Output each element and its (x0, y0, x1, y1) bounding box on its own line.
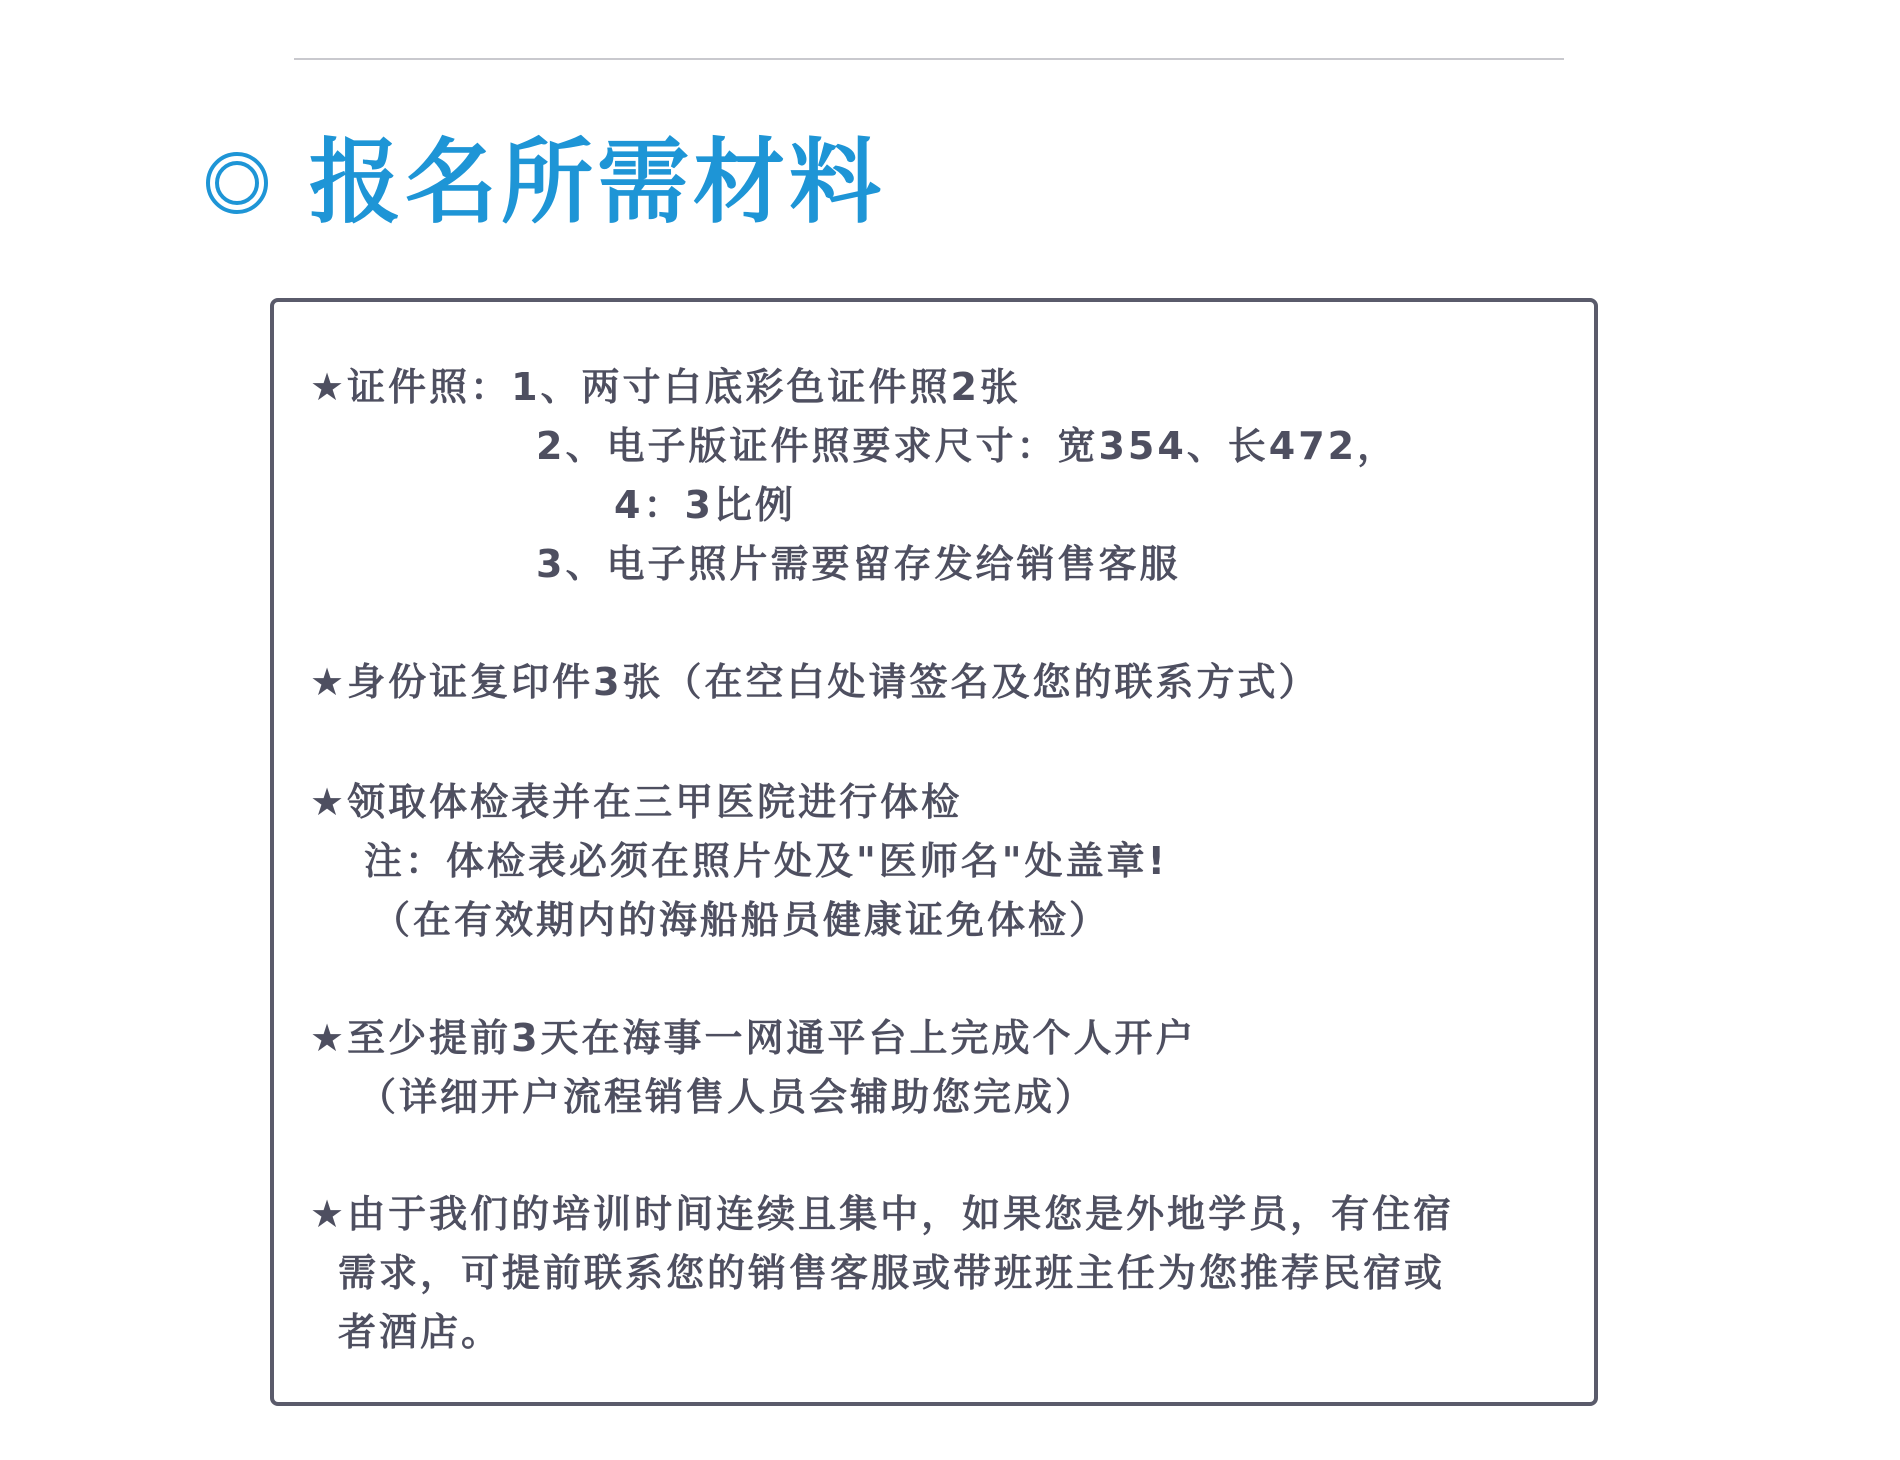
accommodation-note-line-3: 者酒店。 (338, 1310, 503, 1354)
section-heading (205, 128, 885, 238)
medical-exam-exemption: （在有效期内的海船船员健康证免体检） (372, 898, 1111, 942)
accommodation-note-line-1: ★由于我们的培训时间连续且集中，如果您是外地学员，有住宿 (310, 1192, 1455, 1236)
double-circle-icon (205, 151, 269, 215)
medical-exam-note: 注：体检表必须在照片处及"医师名"处盖章! (364, 839, 1168, 883)
materials-panel (270, 298, 1598, 1406)
account-assistance-note: （详细开户流程销售人员会辅助您完成） (358, 1075, 1097, 1119)
accommodation-note-line-2: 需求，可提前联系您的销售客服或带班班主任为您推荐民宿或 (338, 1251, 1446, 1295)
account-requirement: ★至少提前3天在海事一网通平台上完成个人开户 (310, 1016, 1197, 1060)
photo-requirement-2: 2、电子版证件照要求尺寸：宽354、长472， (536, 424, 1399, 468)
id-copy-requirement: ★身份证复印件3张（在空白处请签名及您的联系方式） (310, 660, 1320, 704)
page-title: 报名所需材料 (309, 129, 886, 236)
photo-requirement-3: 3、电子照片需要留存发给销售客服 (536, 542, 1181, 586)
top-divider (294, 58, 1564, 60)
photo-requirement-1: ★证件照：1、两寸白底彩色证件照2张 (310, 365, 1021, 409)
photo-requirement-2-ratio: 4：3比例 (614, 483, 796, 527)
medical-exam-requirement: ★领取体检表并在三甲医院进行体检 (310, 780, 963, 824)
